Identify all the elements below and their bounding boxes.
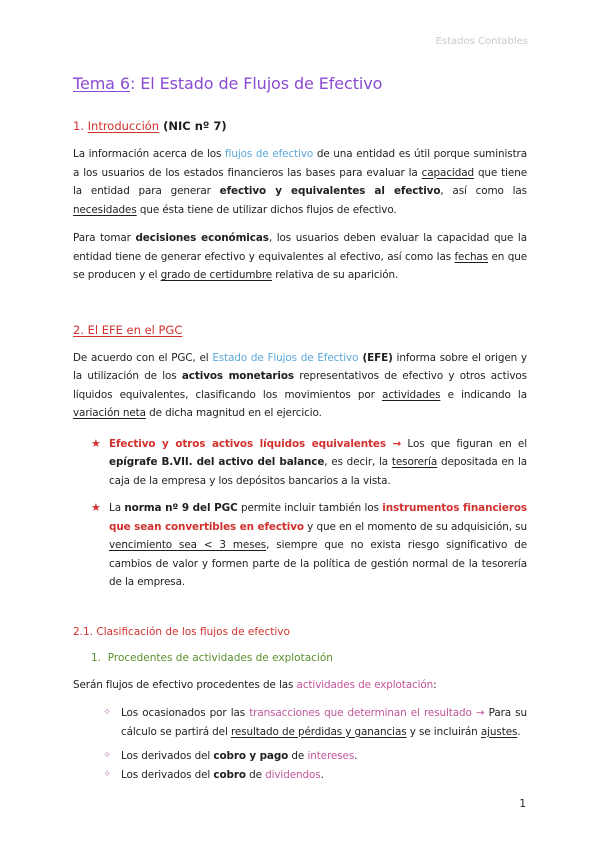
star-icon: ★ bbox=[91, 501, 101, 514]
list-item bbox=[73, 499, 527, 592]
term-tesoreria: tesorería bbox=[391, 456, 438, 468]
text: La bbox=[109, 502, 125, 514]
star-bullet-list bbox=[73, 435, 527, 592]
term-intereses: intereses bbox=[307, 750, 355, 762]
term-dividendos: dividendos bbox=[265, 768, 321, 781]
text: y que en el momento de su adquisición, su bbox=[303, 520, 527, 533]
item-label: Procedentes de actividades de explotación bbox=[107, 651, 333, 664]
text: La información acerca de los bbox=[73, 148, 225, 160]
text: y se incluirán bbox=[406, 725, 481, 738]
term-variacion: variación neta bbox=[73, 407, 146, 419]
arrow: → bbox=[471, 707, 485, 719]
term-resultado: resultado de pérdidas y ganancias bbox=[230, 725, 407, 738]
text: de dicha magnitud en el ejercicio. bbox=[145, 407, 322, 419]
section-2-heading bbox=[73, 323, 527, 337]
term-capacidad: capacidad bbox=[421, 166, 474, 179]
term-epigrafe: epígrafe B.VII. del activo del balance bbox=[109, 456, 325, 468]
section-1-number: 1. bbox=[73, 119, 88, 133]
efe-paragraph bbox=[73, 349, 527, 423]
diamond-icon: ✧ bbox=[103, 750, 112, 761]
text: . bbox=[517, 725, 521, 738]
item-number: 1. bbox=[91, 651, 102, 664]
text: Los que figuran en el bbox=[401, 437, 527, 450]
term-flujos: flujos de efectivo bbox=[225, 148, 314, 160]
section-2-title: 2. El EFE en el PGC bbox=[73, 322, 183, 337]
text: de bbox=[245, 768, 266, 781]
page-number: 1 bbox=[519, 798, 526, 810]
intro-paragraph-2 bbox=[73, 229, 527, 285]
text: Los ocasionados por las bbox=[121, 707, 250, 719]
text: en que se producen y el bbox=[73, 250, 527, 281]
text: depositada en la caja de la empresa y los depósitos bancarios a la vista. bbox=[109, 456, 527, 487]
section-1-heading bbox=[73, 119, 527, 133]
text: , es decir, la bbox=[324, 456, 392, 468]
text: de una entidad es útil porque suministra a los usuarios de los estados financieros las bases para evaluar la bbox=[73, 148, 527, 179]
numbered-heading bbox=[73, 652, 527, 664]
explotacion-intro bbox=[73, 676, 527, 695]
text: Para su cálculo se partirá del bbox=[121, 707, 527, 738]
text: representativos de efectivo y otros activos líquidos equivalentes, clasificando los movimientos por bbox=[73, 370, 527, 401]
term-equivalentes: Efectivo y otros activos líquidos equivalentes → bbox=[109, 437, 402, 450]
section-1-title: Introducción bbox=[87, 119, 160, 133]
term-ajustes: ajustes bbox=[480, 725, 518, 738]
list-item bbox=[73, 704, 527, 741]
text: , así como las bbox=[440, 185, 527, 197]
text: . bbox=[320, 768, 324, 781]
term-instrumentos: instrumentos financieros que sean convertibles en efectivo bbox=[109, 502, 527, 533]
diamond-icon: ✧ bbox=[103, 768, 112, 780]
text: informa sobre el origen y la utilización de los bbox=[73, 351, 527, 382]
term-transacciones: transacciones que determinan el resultado bbox=[249, 707, 472, 719]
text: permite incluir también los bbox=[237, 502, 383, 514]
text: Los derivados del bbox=[121, 750, 214, 762]
list-item bbox=[73, 766, 527, 785]
term-certidumbre: grado de certidumbre bbox=[160, 269, 273, 281]
text: . bbox=[354, 750, 358, 762]
term-efectivo: efectivo y equivalentes al efectivo bbox=[219, 185, 441, 197]
term-cobro-pago: cobro y pago bbox=[213, 750, 289, 762]
intro-paragraph-1 bbox=[73, 145, 527, 219]
diamond-bullet-list bbox=[73, 704, 527, 784]
text: que tiene la entidad para generar bbox=[73, 166, 528, 197]
list-item bbox=[73, 435, 527, 491]
list-item bbox=[73, 747, 527, 766]
term-norma: norma nº 9 del PGC bbox=[124, 502, 238, 514]
term-efe: Estado de Flujos de Efectivo bbox=[212, 351, 359, 364]
section-1-ref: (NIC nº 7) bbox=[159, 119, 227, 133]
text: Para tomar bbox=[73, 232, 136, 244]
text: Los derivados del bbox=[121, 768, 214, 781]
section-2-1-heading: 2.1. Clasificación de los flujos de efectivo bbox=[73, 625, 290, 638]
text: relativa de su aparición. bbox=[272, 269, 399, 281]
text: , siempre que no exista riesgo significativo de cambios de valor y formen parte de la política de gestión normal de la tesorería de la empresa. bbox=[109, 539, 527, 588]
term-efe-abbr: (EFE) bbox=[358, 351, 393, 364]
text: De acuerdo con el PGC, el bbox=[73, 351, 213, 364]
text: , los usuarios deben evaluar la capacidad que la entidad tiene de generar efectivo y equivalentes al efectivo, así como las bbox=[73, 232, 527, 263]
term-explotacion: actividades de explotación bbox=[296, 678, 434, 691]
star-icon: ★ bbox=[91, 436, 101, 450]
text: e indicando la bbox=[440, 388, 527, 401]
text: que ésta tiene de utilizar dichos flujos de efectivo. bbox=[136, 203, 397, 216]
term-necesidades: necesidades bbox=[73, 203, 137, 216]
title-rest: : El Estado de Flujos de Efectivo bbox=[129, 74, 383, 93]
term-actividades: actividades bbox=[382, 388, 441, 401]
page-content bbox=[73, 74, 527, 784]
page-title bbox=[73, 74, 527, 93]
term-fechas: fechas bbox=[454, 250, 489, 263]
term-decisiones: decisiones económicas bbox=[135, 232, 269, 244]
text: Serán flujos de efectivo procedentes de las bbox=[73, 678, 297, 691]
term-vencimiento: vencimiento sea < 3 meses bbox=[109, 539, 267, 551]
term-cobro: cobro bbox=[213, 768, 246, 781]
text: : bbox=[433, 678, 437, 691]
diamond-icon: ✧ bbox=[103, 707, 112, 718]
text: de bbox=[288, 750, 308, 762]
title-prefix: Tema 6 bbox=[73, 74, 130, 93]
running-header: Estados Contables bbox=[435, 36, 528, 47]
term-activos: activos monetarios bbox=[181, 370, 294, 382]
